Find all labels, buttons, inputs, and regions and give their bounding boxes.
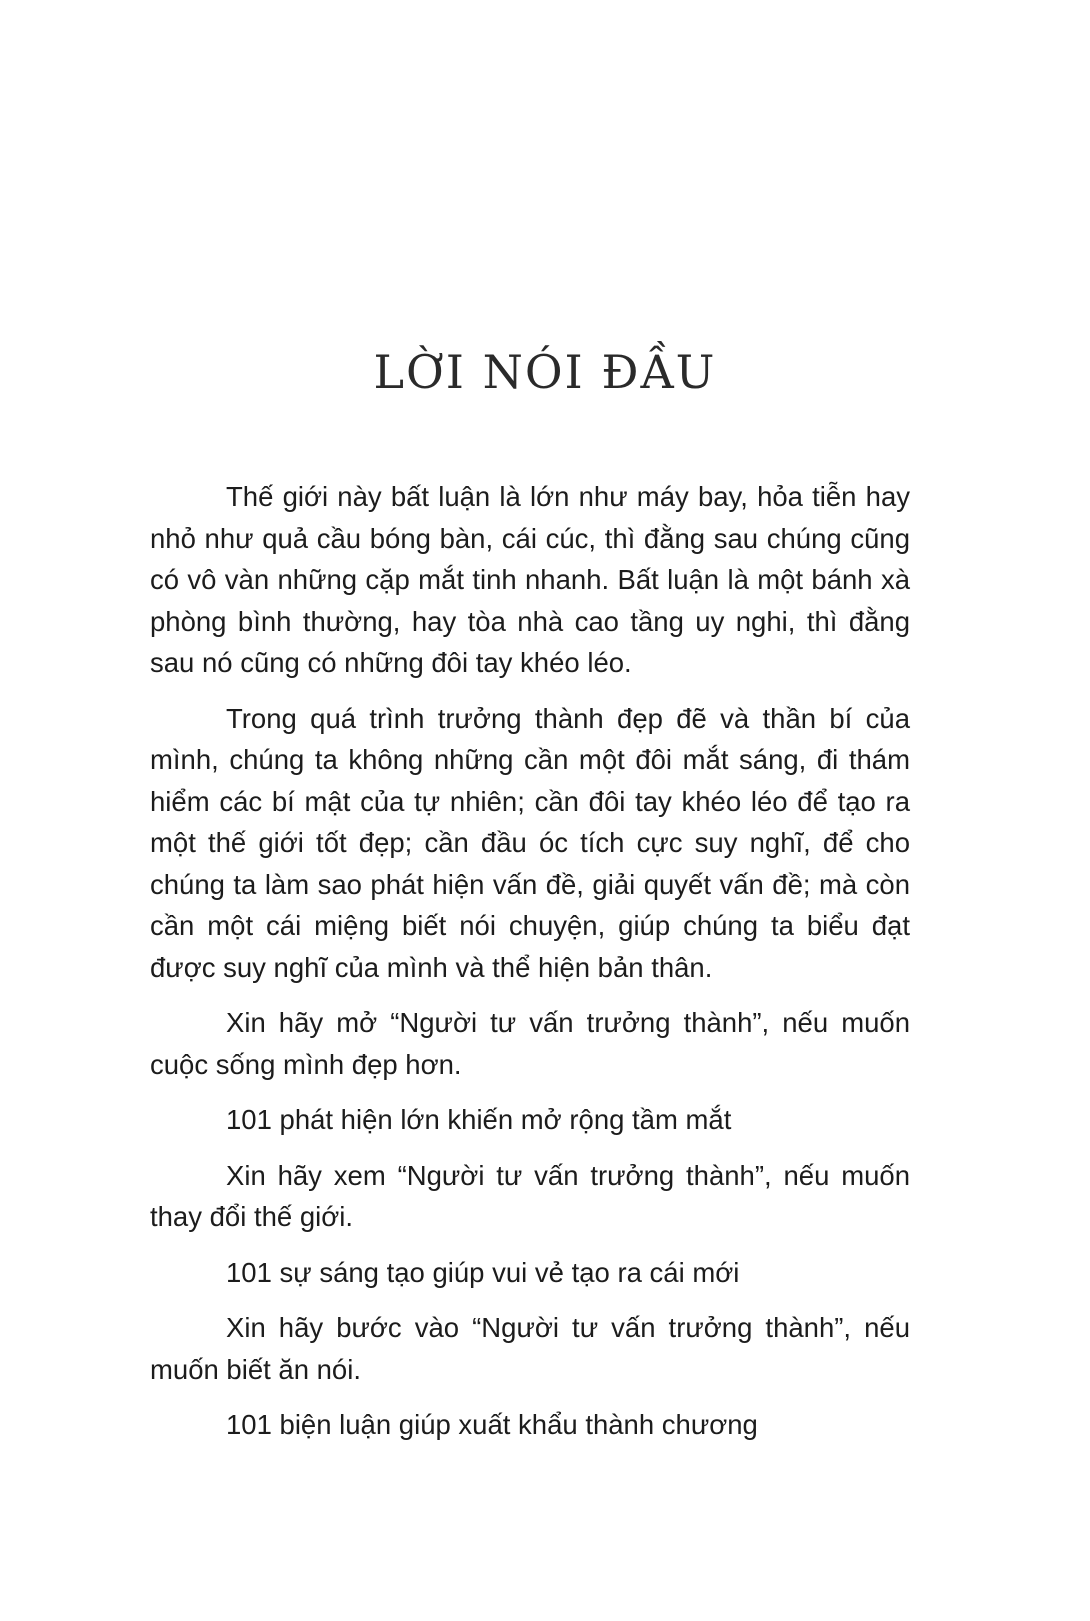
body-text <box>150 476 910 1460</box>
paragraph: Thế giới này bất luận là lớn như máy bay, hỏa tiễn hay nhỏ như quả cầu bóng bàn, cái cúc, thì đằng sau chúng cũng có vô vàn những cặp mắt tinh nhanh. Bất luận là một bánh xà phòng bình thường, hay tòa nhà cao tầng uy nghi, thì đằng sau nó cũng có những đôi tay khéo léo. <box>150 481 910 678</box>
paragraph: 101 biện luận giúp xuất khẩu thành chương <box>226 1409 758 1440</box>
paragraph: Xin hãy mở “Người tư vấn trưởng thành”, nếu muốn cuộc sống mình đẹp hơn. <box>150 1007 910 1080</box>
paragraph: 101 sự sáng tạo giúp vui vẻ tạo ra cái mới <box>226 1256 740 1288</box>
paragraph: Xin hãy xem “Người tư vấn trưởng thành”, nếu muốn thay đổi thế giới. <box>150 1159 910 1232</box>
paragraph: Xin hãy bước vào “Người tư vấn trưởng thành”, nếu muốn biết ăn nói. <box>150 1312 910 1385</box>
paragraph: Trong quá trình trưởng thành đẹp đẽ và thần bí của mình, chúng ta không những cần một đôi mắt sáng, đi thám hiểm các bí mật của tự nhiên; cần đôi tay khéo léo để tạo ra một thế giới tốt đẹp; cần đầu óc tích cực suy nghĩ, để cho chúng ta làm sao phát hiện vấn đề, giải quyết vấn đề; mà còn cần một cái miệng biết nói chuyện, giúp chúng ta biểu đạt được suy nghĩ của mình và thể hiện bản thân. <box>150 702 910 983</box>
paragraph: 101 phát hiện lớn khiến mở rộng tầm mắt <box>226 1104 732 1135</box>
page-title: LỜI NÓI ĐẦU <box>373 345 717 399</box>
